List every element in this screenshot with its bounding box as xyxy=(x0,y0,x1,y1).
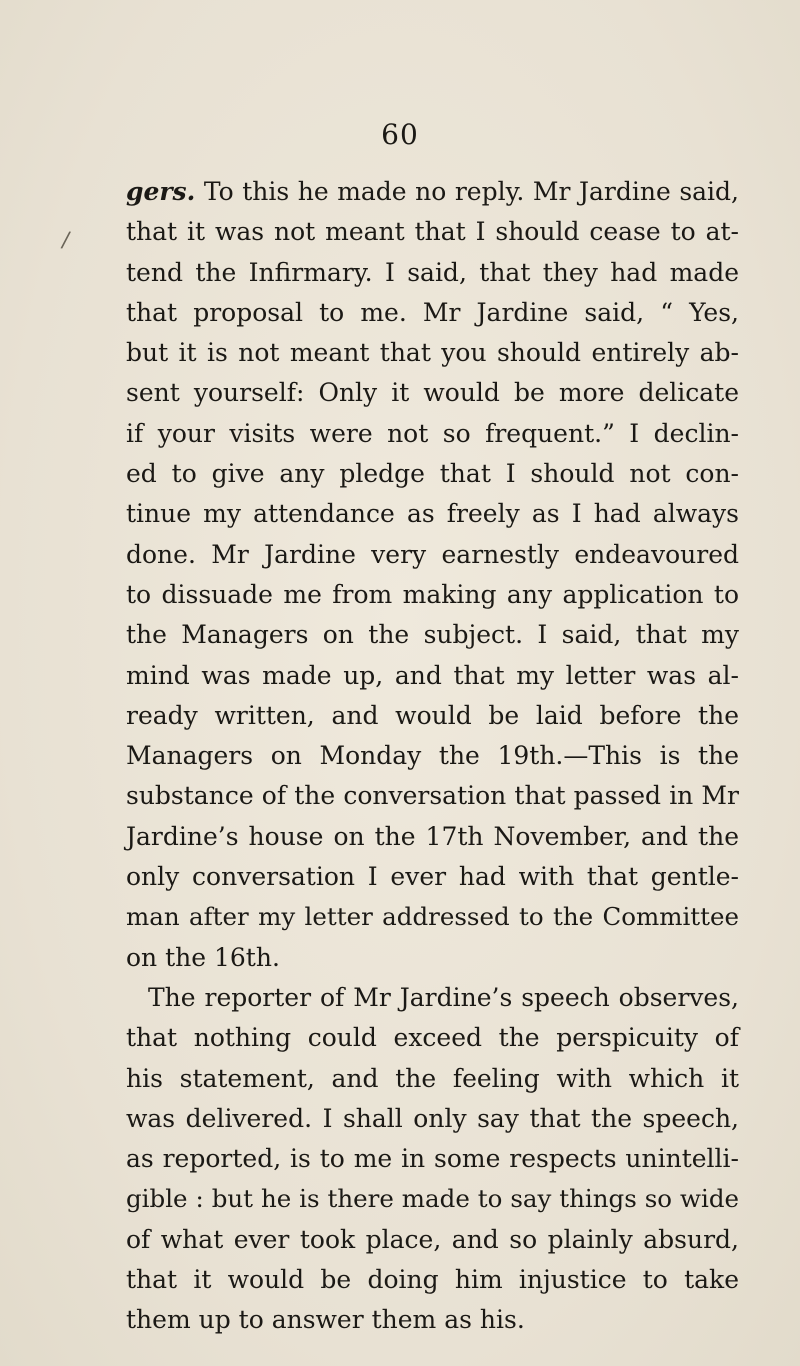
text-line: that it was not meant that I should cease to at- xyxy=(126,217,739,247)
text-line: the Managers on the subject. I said, that my xyxy=(126,620,739,650)
text-line: only conversation I ever had with that gentle- xyxy=(126,862,739,892)
text-line: but it is not meant that you should entirely ab- xyxy=(126,338,739,368)
body-text xyxy=(126,172,739,1341)
text-line: mind was made up, and that my letter was al- xyxy=(126,660,739,690)
text-line: gible : but he is there made to say things so wide xyxy=(126,1184,739,1214)
text-line: of what ever took place, and so plainly absurd, xyxy=(126,1224,739,1254)
text-line: that proposal to me. Mr Jardine said, “ Yes, xyxy=(126,297,739,327)
text-line: sent yourself: Only it would be more delicate xyxy=(126,378,739,408)
text-line: tend the Infirmary. I said, that they had made xyxy=(126,257,739,287)
text-line: was delivered. I shall only say that the speech, xyxy=(126,1103,739,1133)
text-line: The reporter of Mr Jardine’s speech observes, xyxy=(148,982,739,1012)
text-line: ed to give any pledge that I should not con- xyxy=(126,459,739,489)
page-number: 60 xyxy=(381,118,419,151)
text-line: as reported, is to me in some respects unintelli- xyxy=(126,1144,739,1174)
text-line: them up to answer them as his. xyxy=(126,1305,525,1335)
text-line: man after my letter addressed to the Committee xyxy=(126,902,739,932)
text-line: ready written, and would be laid before the xyxy=(126,700,739,730)
text-line: tinue my attendance as freely as I had always xyxy=(126,499,739,529)
text-line: that nothing could exceed the perspicuity of xyxy=(126,1023,739,1053)
text-line: if your visits were not so frequent.” I declin- xyxy=(126,418,739,448)
text-line: on the 16th. xyxy=(126,942,280,972)
text-line: substance of the conversation that passed in Mr xyxy=(126,781,739,811)
text-line xyxy=(126,172,739,212)
first-line-rest: To this he made no reply. Mr Jardine said, xyxy=(195,177,739,206)
text-line: that it would be doing him injustice to take xyxy=(126,1265,739,1295)
text-line: Managers on Monday the 19th.—This is the xyxy=(126,741,739,771)
margin-mark: / xyxy=(59,227,72,254)
text-line: his statement, and the feeling with which it xyxy=(126,1063,739,1093)
lead-word: gers. xyxy=(126,177,196,206)
text-line: done. Mr Jardine very earnestly endeavoured xyxy=(126,539,739,569)
text-line: to dissuade me from making any application to xyxy=(126,579,739,609)
text-line: Jardine’s house on the 17th November, and the xyxy=(126,821,739,851)
